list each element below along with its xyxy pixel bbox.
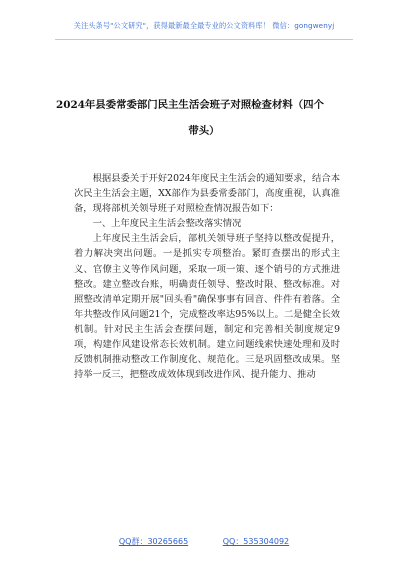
document-title-line2: 带头） [188, 125, 220, 137]
document-body [74, 171, 340, 382]
header-divider [55, 39, 353, 40]
paragraph-rectification: 上年度民主生活会后，部机关领导班子坚持以整改促提升，着力解决突出问题。一是抓实专项整治。紧盯查摆出的形式主义、官僚主义等作风问题，采取一项一策、逐个销号的方式推进整改。建立整改台账，明确责任领导、整改时限、整改标准。对照整改清单定期开展"回头看"确保事事有回音、件件有着落。全年共整改作风问题21个，完成整改率达95%以上。二是健全长效机制。针对民主生活会查摆问题，制定和完善相关制度规定9项，构建作风建设常态长效机制。建立问题线索快速处理和及时反馈机制推动整改工作制度化、规范化。三是巩固整改成果。坚持举一反三，把整改成效体现到改进作风、提升能力、推动 [74, 233, 340, 381]
section-heading: 一、上年度民主生活会整改落实情况 [92, 218, 242, 230]
footer-qq[interactable]: QQ：535304092 [222, 537, 290, 546]
footer-qq-group[interactable]: QQ群：30265665 [118, 537, 189, 546]
paragraph-intro: 根据县委关于开好2024年度民主生活会的通知要求，结合本次民主生活会主题，XX部作为县委常委部门，高度重视，认真准备，现将部机关领导班子对照检查情况报告如下： [74, 173, 340, 215]
document-title-line1: 2024年县委常委部门民主生活会班子对照检查材料（四个 [56, 99, 324, 111]
footer-contacts [0, 536, 408, 547]
header-banner: 关注头条号"公文研究"，获得最新最全最专业的公文资料库！ 微信：gongwenyj [73, 21, 335, 30]
